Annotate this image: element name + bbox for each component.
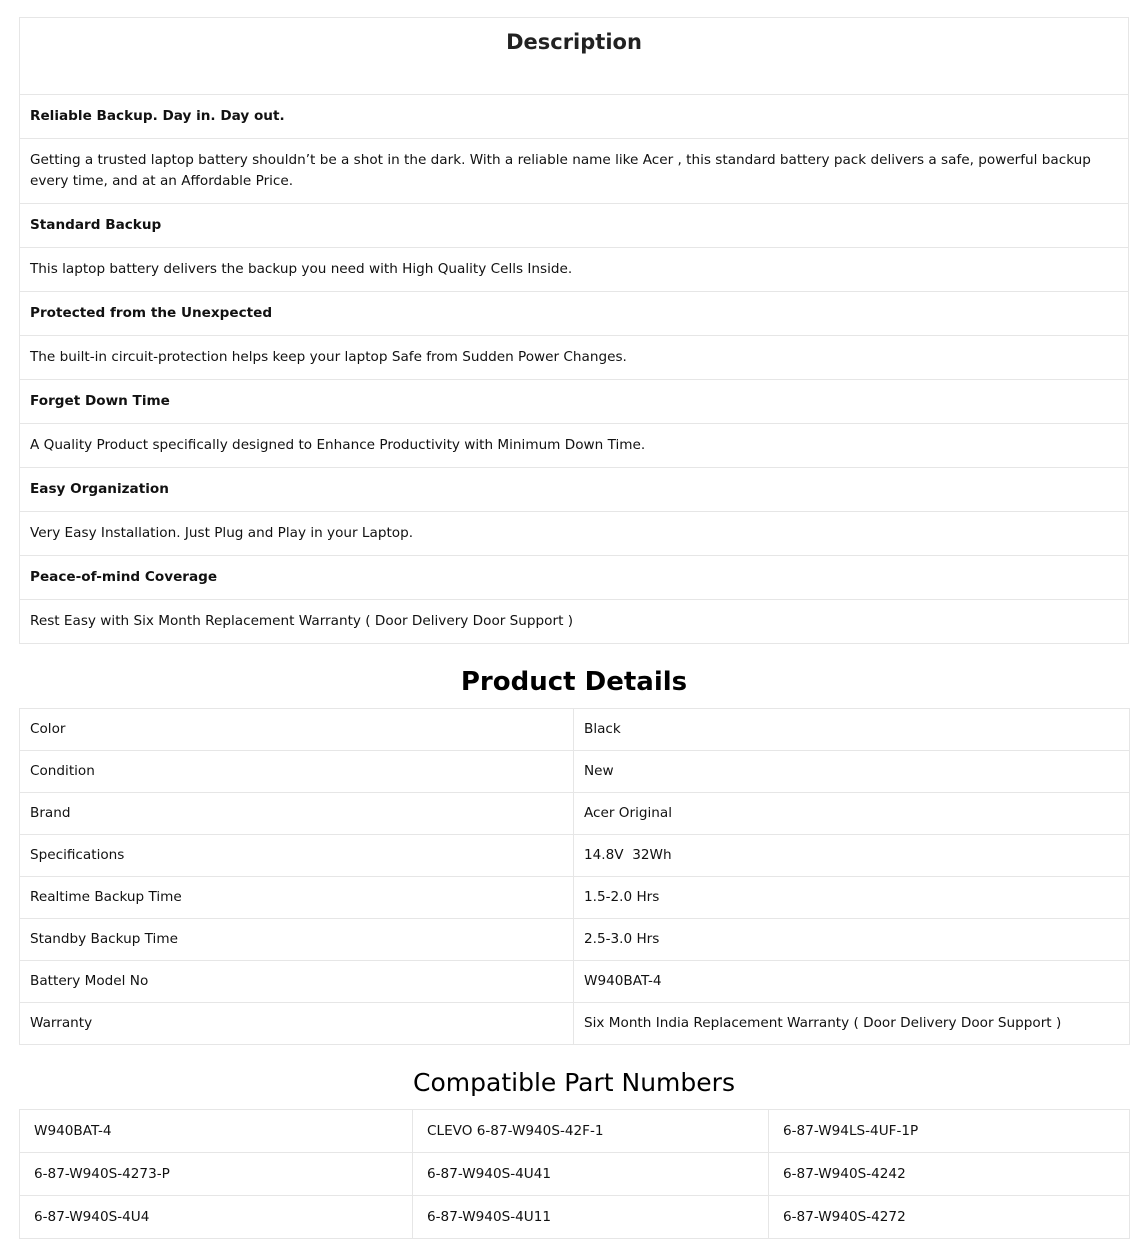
- compatible-part-numbers-title: Compatible Part Numbers: [413, 1068, 735, 1097]
- description-heading: Forget Down Time: [20, 380, 1129, 424]
- description-table: [19, 17, 1129, 644]
- description-text: Getting a trusted laptop battery shouldn’t be a shot in the dark. With a reliable name like Acer , this standard battery pack delivers a safe, powerful backup every time, and at an Affordable Price.: [20, 139, 1129, 204]
- detail-value: 2.5-3.0 Hrs: [574, 919, 1130, 961]
- detail-label: Realtime Backup Time: [20, 877, 574, 919]
- description-text: A Quality Product specifically designed to Enhance Productivity with Minimum Down Time.: [20, 424, 1129, 468]
- detail-value: New: [574, 751, 1130, 793]
- detail-label: Standby Backup Time: [20, 919, 574, 961]
- table-row: [20, 751, 1130, 793]
- part-number: 6-87-W94LS-4UF-1P: [769, 1110, 1130, 1153]
- detail-value: Six Month India Replacement Warranty ( Door Delivery Door Support ): [574, 1003, 1130, 1045]
- part-number: 6-87-W940S-4272: [769, 1196, 1130, 1239]
- description-heading: Reliable Backup. Day in. Day out.: [20, 95, 1129, 139]
- detail-value: 1.5-2.0 Hrs: [574, 877, 1130, 919]
- description-heading: Protected from the Unexpected: [20, 292, 1129, 336]
- product-description-page: [19, 17, 1129, 1239]
- description-title: Description: [20, 18, 1129, 95]
- description-heading: Standard Backup: [20, 204, 1129, 248]
- table-row: [20, 877, 1130, 919]
- table-row: [20, 1196, 1130, 1239]
- compatible-part-numbers-table: [19, 1109, 1130, 1239]
- detail-value: Acer Original: [574, 793, 1130, 835]
- part-number: CLEVO 6-87-W940S-42F-1: [413, 1110, 769, 1153]
- table-row: [20, 835, 1130, 877]
- part-number: 6-87-W940S-4U11: [413, 1196, 769, 1239]
- part-number: 6-87-W940S-4242: [769, 1153, 1130, 1196]
- description-text: Very Easy Installation. Just Plug and Play in your Laptop.: [20, 512, 1129, 556]
- detail-label: Brand: [20, 793, 574, 835]
- detail-value: W940BAT-4: [574, 961, 1130, 1003]
- detail-label: Battery Model No: [20, 961, 574, 1003]
- description-heading: Peace-of-mind Coverage: [20, 556, 1129, 600]
- description-text: Rest Easy with Six Month Replacement Warranty ( Door Delivery Door Support ): [20, 600, 1129, 644]
- detail-label: Specifications: [20, 835, 574, 877]
- detail-value: 14.8V 32Wh: [574, 835, 1130, 877]
- table-row: [20, 1110, 1130, 1153]
- description-text: This laptop battery delivers the backup you need with High Quality Cells Inside.: [20, 248, 1129, 292]
- detail-label: Warranty: [20, 1003, 574, 1045]
- part-number: 6-87-W940S-4U41: [413, 1153, 769, 1196]
- table-row: [20, 919, 1130, 961]
- product-details-table: [19, 708, 1130, 1045]
- table-row: [20, 1003, 1130, 1045]
- part-number: 6-87-W940S-4U4: [20, 1196, 413, 1239]
- table-row: [20, 709, 1130, 751]
- detail-label: Condition: [20, 751, 574, 793]
- part-number: W940BAT-4: [20, 1110, 413, 1153]
- table-row: [20, 1153, 1130, 1196]
- detail-label: Color: [20, 709, 574, 751]
- description-heading: Easy Organization: [20, 468, 1129, 512]
- table-row: [20, 961, 1130, 1003]
- detail-value: Black: [574, 709, 1130, 751]
- description-text: The built-in circuit-protection helps keep your laptop Safe from Sudden Power Changes.: [20, 336, 1129, 380]
- product-details-title: Product Details: [460, 667, 688, 697]
- table-row: [20, 793, 1130, 835]
- part-number: 6-87-W940S-4273-P: [20, 1153, 413, 1196]
